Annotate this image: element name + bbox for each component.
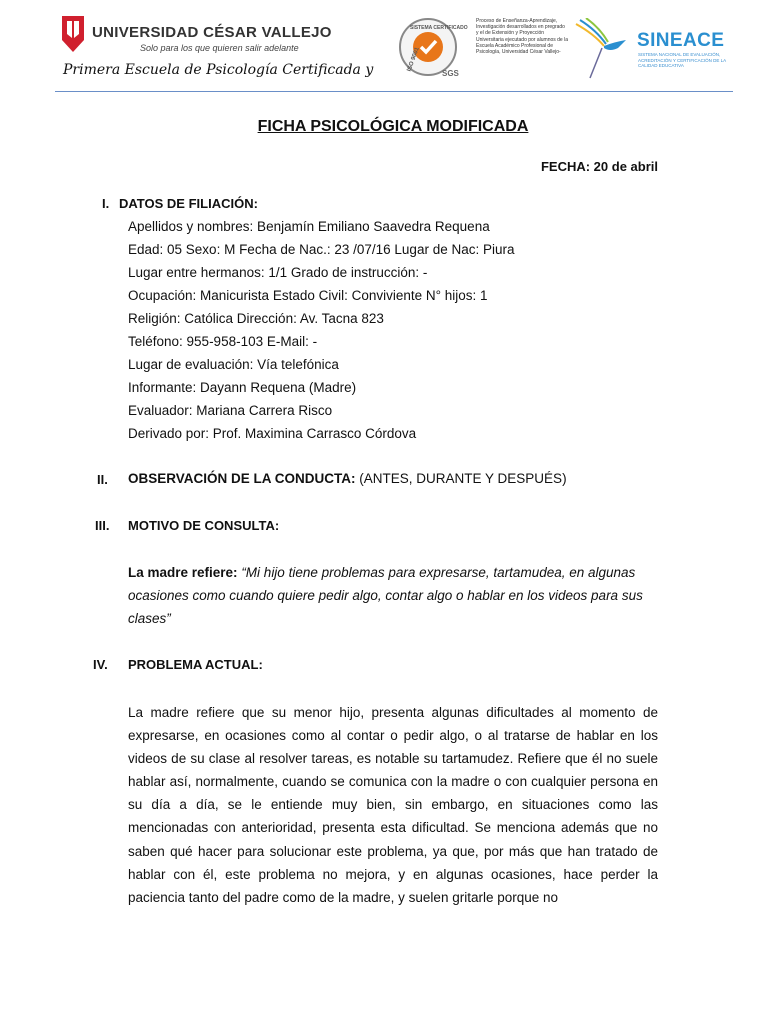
field-referred-by: Derivado por: Prof. Maximina Carrasco Córdova	[128, 426, 417, 441]
section-3-number: III.	[95, 518, 110, 533]
sineace-name: SINEACE	[637, 30, 725, 51]
seal-text-sgs: SGS	[442, 69, 459, 78]
section-2-number: II.	[97, 472, 108, 487]
mother-quote: “Mi hijo tiene problemas para expresarse, tartamudea, en algunas ocasiones como cuando quiere pedir algo, contar algo o hablar en los videos para sus clases”	[128, 565, 643, 627]
ucv-shield-icon	[60, 14, 86, 54]
section-2-note: (ANTES, DURANTE Y DESPUÉS)	[355, 471, 567, 486]
iso-certification-seal	[392, 14, 470, 80]
section-4-number: IV.	[93, 657, 108, 672]
field-age-sex-birth: Edad: 05 Sexo: M Fecha de Nac.: 23 /07/16 Lugar de Nac: Piura	[128, 242, 515, 257]
field-phone-email: Teléfono: 955-958-103 E-Mail: -	[128, 334, 318, 349]
section-2-line	[128, 471, 567, 486]
section-4-heading: PROBLEMA ACTUAL:	[128, 657, 263, 672]
document-date: FECHA: 20 de abril	[540, 159, 658, 174]
field-informant: Informante: Dayann Requena (Madre)	[128, 380, 357, 395]
certification-text: Proceso de Enseñanza-Aprendizaje, Investigación desarrollados en pregrado y el de Extensión y Proyección Universitaria ejecutado por alumnos de la Escuela Académico Profesional de Psicología, Universidad César Vallejo-	[476, 18, 568, 56]
field-siblings-grade: Lugar entre hermanos: 1/1 Grado de instrucción: -	[128, 265, 428, 280]
field-name: Apellidos y nombres: Benjamín Emiliano Saavedra Requena	[128, 219, 490, 234]
hummingbird-icon	[574, 18, 634, 80]
consultation-reason	[128, 561, 648, 631]
university-name: UNIVERSIDAD CÉSAR VALLEJO	[92, 24, 332, 41]
current-problem-paragraph: La madre refiere que su menor hijo, presenta algunas dificultades al momento de expresarse, en ocasiones como al contar o pedir algo, o al tratarse de hablar en los videos de su clase al resolver tareas, es notable su tartamudez. Refiere que él no suele hablar así, normalmente, cuando se comunica con la madre o con cualquier persona en su día a día, se le entiende muy bien, sin embargo, en situaciones como las mencionadas con anterioridad, presenta esta dificultad. Se menciona además que no saben qué hacer para solucionar este problema, ya que, por más que han tratado de hablar con él, este problema no mejora, y en algunas ocasiones, hace perder la paciencia tanto del padre como de la madre, y suelen gritarle porque no	[128, 705, 658, 905]
section-1-heading: DATOS DE FILIACIÓN:	[119, 196, 258, 211]
mother-reports-label: La madre refiere:	[128, 565, 238, 580]
field-occupation: Ocupación: Manicurista Estado Civil: Conviviente N° hijos: 1	[128, 288, 488, 303]
seal-text-top: SISTEMA CERTIFICADO	[410, 25, 468, 31]
header-divider	[55, 91, 733, 92]
field-religion-address: Religión: Católica Dirección: Av. Tacna 823	[128, 311, 384, 326]
university-tagline: Solo para los que quieren salir adelante	[140, 43, 299, 53]
sineace-logo	[574, 18, 634, 80]
ucv-logo	[60, 14, 332, 60]
iso-seal-icon	[392, 14, 470, 80]
seal-text-iso: ISO 9001	[406, 46, 421, 73]
field-evaluator: Evaluador: Mariana Carrera Risco	[128, 403, 333, 418]
section-3-heading: MOTIVO DE CONSULTA:	[128, 518, 280, 533]
section-1-number: I.	[102, 196, 110, 211]
field-evaluation-place: Lugar de evaluación: Vía telefónica	[128, 357, 339, 372]
document-title: FICHA PSICOLÓGICA MODIFICADA	[257, 118, 529, 135]
school-line: Primera Escuela de Psicología Certificada y	[63, 62, 374, 78]
sineace-subtitle: SISTEMA NACIONAL DE EVALUACIÓN, ACREDITACIÓN Y CERTIFICACIÓN DE LA CALIDAD EDUCATIVA	[638, 52, 726, 68]
section-2-heading: OBSERVACIÓN DE LA CONDUCTA:	[128, 471, 356, 486]
